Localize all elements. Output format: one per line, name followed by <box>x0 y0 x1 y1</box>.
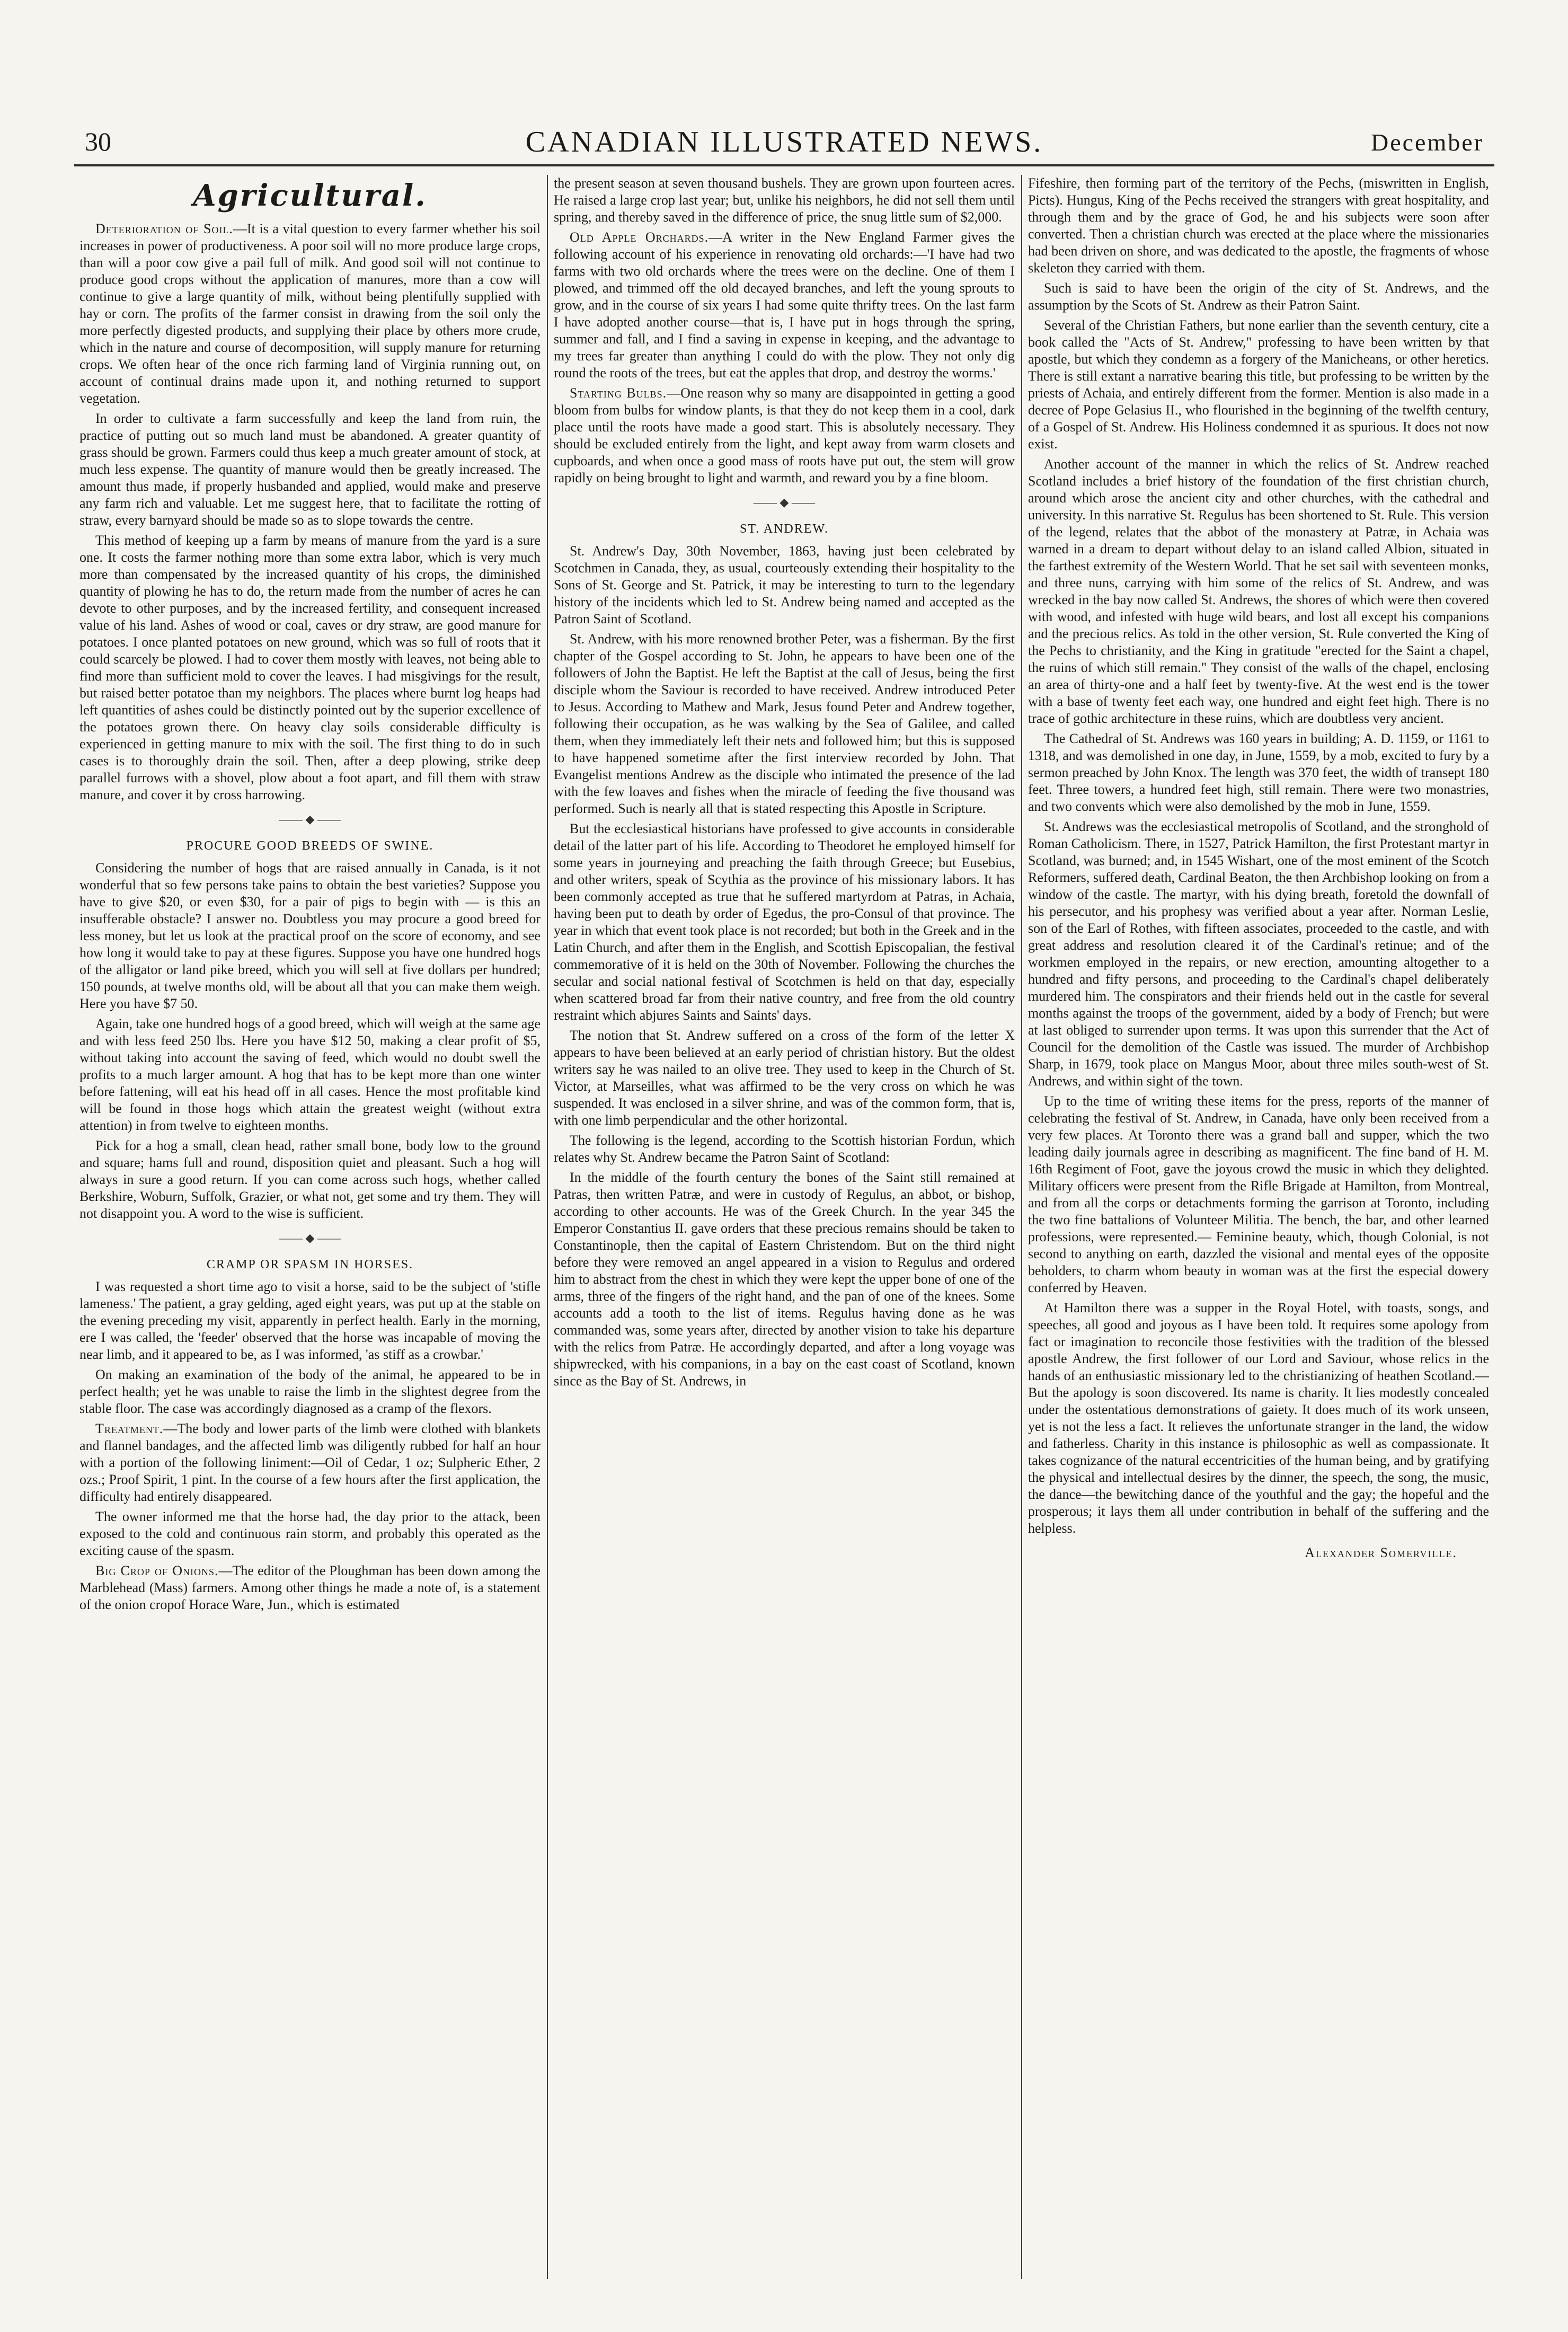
article-paragraph: Considering the number of hogs that are raised annually in Canada, is it not wonderful that so few persons take pains to obtain the best varieties? Suppose you have to give $20, or even $30, for a pair of pigs to begin with — is this an insufferable obstacle? I answer no. Doubtless you may procure a good breed for less money, but let us look at the practical proof on the score of economy, and see how long it would take to pay at these figures. Suppose you have one hundred hogs of the alligator or land pike breed, which you will sell at five dollars per hundred; 150 pounds, at twelve months old, will be about all that you can make them weigh. Here you have $7 50. <box>79 860 541 1011</box>
article-paragraph: Another account of the manner in which the relics of St. Andrew reached Scotland includes a brief history of the foundation of the first christian church, around which arose the ancient city and other churches, with the cathedral and university. In this narrative St. Regulus has been shortened to St. Rule. This version of the legend, relates that the abbot of the monastery at Patræ, in Achaia was warned in a dream to depart without delay to an island called Albion, situated in the farthest extremity of the Western World. That he set sail with seventeen monks, and three nuns, carrying with him some of the relics of St. Andrew, and was wrecked in the bay now called St. Andrews, the shores of which were then covered with wood, and infested with huge wild bears, and lost all except his companions and the precious relics. As told in the other version, St. Rule converted the King of the Pechs to christianity, and the King in gratitude "erected for the Saint a chapel, the ruins of which still remain." They consist of the walls of the chapel, enclosing an area of thirty-one and a half feet by twenty-five. At the west end is the tower with a base of twenty feet each way, one hundred and eight feet high. There is no trace of gothic architecture in these ruins, which are doubtless very ancient. <box>1028 456 1489 726</box>
section-title: Agricultural. <box>193 178 427 213</box>
article-paragraph: The notion that St. Andrew suffered on a cross of the form of the letter X appears to have been believed at an early period of christian history. But the oldest writers say he was nailed to an olive tree. They used to keep in the Church of St. Victor, at Marseilles, what was affirmed to be the very cross on which he was suspended. It was enclosed in a silver shrine, and was of the common form, that is, with one limb perpendicular and the other horizontal. <box>554 1028 1015 1128</box>
article-paragraph: The Cathedral of St. Andrews was 160 years in building; A. D. 1159, or 1161 to 1318, and was demolished in one day, in June, 1559, by a mob, excited to fury by a sermon preached by John Knox. The length was 370 feet, the width of transept 180 feet. Three towers, a hundred feet high, still remain. There were two monastries, and two convents which were also demolished by the mob in June, 1559. <box>1028 731 1489 814</box>
article-paragraph: The following is the legend, according to the Scottish historian Fordun, which relates why St. Andrew became the Patron Saint of Scotland: <box>554 1133 1015 1165</box>
paragraph-lead: Old Apple Orchards. <box>570 229 709 245</box>
article-paragraph: Such is said to have been the origin of the city of St. Andrews, and the assumption by the Scots of St. Andrew as their Patron Saint. <box>1028 280 1489 313</box>
article-paragraph: Up to the time of writing these items for the press, reports of the manner of celebrating the festival of St. Andrew, in Canada, have only been received from a very few places. At Toronto there was a grand ball and supper, which the two leading daily journals agree in describing as magnificent. The fine band of H. M. 16th Regiment of Foot, gave the joyous crowd the music in which they delighted. Military officers were present from the Rifle Brigade at Hamilton, from Montreal, and from all the corps or detachments forming the garrison at Toronto, including the two fine battalions of Volunteer Militia. The bench, the bar, and other learned professions, were represented.— Feminine beauty, which, though Colonial, is not second to anything on earth, dazzled the visional and mental eyes of the opposite beholders, to charm whom beauty in woman was at the first the especial dowery conferred by Heaven. <box>1028 1093 1489 1295</box>
column-3 <box>1028 175 1489 2279</box>
article-paragraph: Big Crop of Onions.—The editor of the Ploughman has been down among the Marblehead (Mass) farmers. Among other things he made a note of, is a statement of the onion cropof Horace Ware, Jun., which is estimated <box>79 1563 541 1612</box>
divider-ornament: —— ◆ —— <box>279 1231 341 1244</box>
article-paragraph: But the ecclesiastical historians have professed to give accounts in considerable detail of the latter part of his life. According to Theodoret he employed himself for some years in journeying and preaching the faith through Greece; but Eusebius, and other writers, speak of Scythia as the province of his missionary labors. It has been commonly accepted as true that he suffered martyrdom at Patras, in Achaia, having been put to death by order of Egedus, the pro-Consul of that province. The year in which that event took place is not recorded; but both in the Greek and in the Latin Church, and after them in the English, and Scottish Episcopalian, the festival commemorative of it is held on the 30th of November. Following the churches the secular and social national festival of Scotchmen is held on that day, especially when scattered broad far from their native country, and free from the old country restraint which abjures Saints and Saints' days. <box>554 821 1015 1023</box>
article-paragraph: At Hamilton there was a supper in the Royal Hotel, with toasts, songs, and speeches, all good and joyous as I have been told. It requires some apology from fact or imagination to reconcile those festivities with the tradition of the blessed apostle Andrew, the first follower of our Lord and Saviour, whose relics in the hands of an enthusiastic missionary led to the christianizing of heathen Scotland.— But the apology is soon discovered. Its name is charity. It lies modestly concealed under the ostentatious demonstrations of gaiety. It does much of its work unseen, yet is not the less a fact. It relieves the unfortunate stranger in the land, the widow and fatherless. Charity in this instance is philosophic as well as compassionate. It takes cognizance of the natural eccentricities of the human being, and by gratifying the physical and intellectual desires by the dinner, the speech, the song, the music, the dance—the bewitching dance of the youthful and the gay; the hopeful and the prosperous; it lays them all under contribution in behalf of the suffering and the helpless. <box>1028 1300 1489 1536</box>
article-paragraph: The owner informed me that the horse had, the day prior to the attack, been exposed to the cold and continuous rain storm, and probably this operated as the exciting cause of the spasm. <box>79 1509 541 1558</box>
article-heading: PROCURE GOOD BREEDS OF SWINE. <box>186 839 434 853</box>
divider-ornament: —— ◆ —— <box>754 496 815 509</box>
article-heading: ST. ANDREW. <box>739 522 829 536</box>
article-paragraph: Old Apple Orchards.—A writer in the New England Farmer gives the following account of his experience in renovating old orchards:—'I have had two farms with two old orchards where the trees were on the decline. One of them I plowed, and trimmed off the old decayed branches, and left the young sprouts to grow, and in the course of six years I had some quite thrifty trees. On the last farm I have adopted another course—that is, I have put in hogs through the spring, summer and fall, and I find a saving in expense in keeping, and the advantage to my trees far greater than anything I could do with the plow. They not only dig round the roots of the trees, but eat the apples that drop, and destroy the worms.' <box>554 229 1015 381</box>
article-paragraph: Starting Bulbs.—One reason why so many are disappointed in getting a good bloom from bulbs for window plants, is that they do not keep them in a cool, dark place until the roots have made a good start. This is absolutely necessary. They should be excluded entirely from the light, and kept away from warm closets and cupboards, and when once a good mass of roots have put out, the stem will grow rapidly on being brought to light and warmth, and reward you by a fine bloom. <box>554 385 1015 485</box>
column-rule <box>1021 175 1022 2279</box>
paragraph-lead: Deterioration of Soil. <box>95 221 233 236</box>
article-paragraph: On making an examination of the body of the animal, he appeared to be in perfect health; yet he was unable to raise the limb in the slightest degree from the stable floor. The case was accordingly diagnosed as a cramp of the flexors. <box>79 1367 541 1416</box>
article-heading: CRAMP OR SPASM IN HORSES. <box>206 1258 414 1271</box>
issue-month: December <box>1371 129 1484 156</box>
article-paragraph: St. Andrews was the ecclesiastical metropolis of Scotland, and the stronghold of Roman Catholicism. There, in 1527, Patrick Hamilton, the first Protestant martyr in Scotland, was burned; and, in 1545 Wishart, one of the most eminent of the Scotch Reformers, suffered death, Cardinal Beaton, the then Archbishop looking on from a window of the castle. The martyr, with his dying breath, foretold the downfall of his persecutor, and his prophesy was verified about a year after. Norman Leslie, son of the Earl of Rothes, with fifteen associates, proceeded to the castle, and with great address and resolution cleared it of the Cardinal's retinue; and of the workmen employed in the repairs, or new erection, amounting altogether to a hundred and fifty persons, and proceeding to the Cardinal's chapel deliberately murdered him. The conspirators and their friends held out in the castle for several months against the troops of the government, aided by a body of French; but were at last obliged to surrender upon terms. It was upon this surrender that the Act of Council for the demolition of the Castle was issued. The murder of Archbishop Sharp, in 1679, took place on Mangus Moor, about three miles south-west of St. Andrews, and within sight of the town. <box>1028 819 1489 1089</box>
paragraph-lead: Starting Bulbs. <box>570 385 667 401</box>
article-paragraph: In the middle of the fourth century the bones of the Saint still remained at Patras, then written Patræ, and were in custody of Regulus, an abbot, or bishop, according to other accounts. He was of the Greek Church. In the year 345 the Emperor Constantius II. gave orders that these precious remains should be taken to Constantinople, then the capital of Eastern Christendom. But on the third night before they were removed an angel appeared in a vision to Regulus and ordered him to abstract from the chest in which they were kept the upper bone of one of the arms, three of the fingers of the right hand, and the pan of one of the knees. Some accounts add a tooth to the list of items. Regulus having done as he was commanded was, some years after, directed by another vision to take his departure with the relics from Patræ. He accordingly departed, and after a long voyage was shipwrecked, with his companions, in a bay on the east coast of Scotland, known since as the Bay of St. Andrews, in <box>554 1170 1015 1389</box>
article-paragraph: St. Andrew, with his more renowned brother Peter, was a fisherman. By the first chapter of the Gospel according to St. John, he appears to have been one of the followers of John the Baptist. He left the Baptist at the call of Jesus, being the first disciple whom the Saviour is recorded to have received. Andrew introduced Peter to Jesus. According to Mathew and Mark, Jesus found Peter and Andrew together, following their occupation, as he was walking by the Sea of Galilee, and called them, when they immediately left their nets and followed him; but this is supposed to have happened sometime after the first interview recorded by John. That Evangelist mentions Andrew as the disciple who intimated the presence of the lad with the few loaves and fishes when the miracle of feeding the five thousand was performed. Such is nearly all that is stated respecting this Apostle in Scripture. <box>554 631 1015 816</box>
page-number: 30 <box>85 127 111 156</box>
article-paragraph: Treatment.—The body and lower parts of the limb were clothed with blankets and flannel bandages, and the affected limb was diligently rubbed for half an hour with a portion of the following liniment:—Oil of Cedar, 1 oz; Sulpheric Ether, 2 ozs.; Proof Spirit, 1 pint. In the course of a few hours after the first application, the difficulty had entirely disappeared. <box>79 1421 541 1504</box>
page-header <box>74 122 1494 166</box>
column-1 <box>79 175 541 2279</box>
article-paragraph: Fifeshire, then forming part of the territory of the Pechs, (miswritten in English, Picts). Hungus, King of the Pechs received the strangers with great hospitality, and through them and by the grace of God, he and his subjects were soon after converted. Then a christian church was erected at the place where the missionaries had been driven on shore, and was dedicated to the apostle, the fragments of whose skeleton they carried with them. <box>1028 175 1489 276</box>
author-signature: Alexander Somerville. <box>1305 1545 1457 1560</box>
column-2 <box>554 175 1015 2279</box>
article-paragraph: St. Andrew's Day, 30th November, 1863, having just been celebrated by Scotchmen in Canada, they, as usual, courteously extending their hospitality to the Sons of St. George and St. Patrick, it may be interesting to turn to the legendary history of the incidents which led to St. Andrew being named and accepted as the Patron Saint of Scotland. <box>554 543 1015 626</box>
article-paragraph: Several of the Christian Fathers, but none earlier than the seventh century, cite a book called the "Acts of St. Andrew," professing to have been written by that apostle, but which they condemn as a forgery of the Manicheans, or other heretics. There is still extant a narrative bearing this title, but professing to be written by the priests of Achaia, and entirely different from the former. Mention is also made in a decree of Pope Gelasius II., who flourished in the beginning of the twelfth century, of a Gospel of St. Andrew. His Holiness condemned it as spurious. It does not now exist. <box>1028 317 1489 452</box>
column-rule <box>547 175 548 2279</box>
paragraph-lead: Treatment. <box>95 1421 164 1436</box>
paragraph-lead: Big Crop of Onions. <box>95 1563 219 1578</box>
article-paragraph: the present season at seven thousand bushels. They are grown upon fourteen acres. He raised a large crop last year; but, unlike his neighbors, he did not sell them until spring, and thereby saved in the difference of price, the snug little sum of $2,000. <box>554 175 1015 225</box>
article-paragraph: Deterioration of Soil.—It is a vital question to every farmer whether his soil increases in power of productiveness. A poor soil will no more produce large crops, than will a poor cow give a pail full of milk. And good soil will not continue to produce good crops without the application of manures, more than a cow will continue to give a large quantity of milk, without being plentifully supplied with hay or corn. The profits of the farmer consist in drawing from the soil only the more perfectly digested products, and supplying their place by others more crude, which in the nature and course of decomposition, will supply manure for returning crops. We often hear of the once rich farming land of Virginia running out, on account of continual drains made upon it, and nothing returned to support vegetation. <box>79 221 541 406</box>
article-paragraph: This method of keeping up a farm by means of manure from the yard is a sure one. It costs the farmer nothing more than some extra labor, which is very much more than compensated by the increased quantity of his crops, the diminished quantity of plowing he has to do, the return made from the number of acres he can devote to other purposes, and by the increased fertility, and consequent increased value of his land. Ashes of wood or coal, caves or dry straw, are good manure for potatoes. I once planted potatoes on new ground, which was so full of roots that it could scarcely be plowed. I had to cover them mostly with leaves, not being able to find more than sufficient mold to cover the leaves. I had misgivings for the result, but raised better potatoe than my neighbors. The places where burnt log heaps had left quantities of ashes could be distinctly pointed out by the superior excellence of the potatoes grown there. On heavy clay soils considerable difficulty is experienced in getting manure to mix with the soil. The first thing to do in such cases is to thoroughly drain the soil. Then, after a deep plowing, strike deep parallel furrows with a shovel, plow about a foot apart, and fill them with straw manure, and cover it by cross harrowing. <box>79 533 541 802</box>
article-paragraph: Again, take one hundred hogs of a good breed, which will weigh at the same age and with less feed 250 lbs. Here you have $12 50, making a clear profit of $5, without taking into account the saving of feed, which would no doubt swell the profits to a much larger amount. A hog that has to be kept more than one winter before fattening, will eat his head off in all cases. Hence the most profitable kind will be found in those hogs which attain the greatest weight (without extra attention) in from twelve to eighteen months. <box>79 1016 541 1133</box>
masthead-title: CANADIAN ILLUSTRATED NEWS. <box>525 126 1043 158</box>
divider-ornament: —— ◆ —— <box>279 812 341 826</box>
article-paragraph: In order to cultivate a farm successfully and keep the land from ruin, the practice of putting out so much land must be abandoned. A greater quantity of grass should be grown. Farmers could thus keep a much greater amount of stock, at much less expense. The quantity of manure would then be greatly increased. The amount thus made, if properly husbanded and applied, would make and preserve any farm rich and valuable. Let me suggest here, that to facilitate the rotting of straw, every barnyard should be made so as to slope towards the centre. <box>79 411 541 528</box>
article-paragraph: I was requested a short time ago to visit a horse, said to be the subject of 'stifle lameness.' The patient, a gray gelding, aged eight years, was put up at the stable on the evening preceding my visit, apparently in perfect health. Early in the morning, ere I was called, the 'feeder' observed that the horse was incapable of moving the near limb, and it appeared to be, as I was informed, 'as stiff as a crowbar.' <box>79 1279 541 1362</box>
article-paragraph: Pick for a hog a small, clean head, rather small bone, body low to the ground and square; hams full and round, disposition quiet and pleasant. Such a hog will always in sure a good return. If you can come across such hogs, whether called Berkshire, Woburn, Suffolk, Grazier, or what not, get some and try them. They will not disappoint you. A word to the wise is sufficient. <box>79 1138 541 1221</box>
